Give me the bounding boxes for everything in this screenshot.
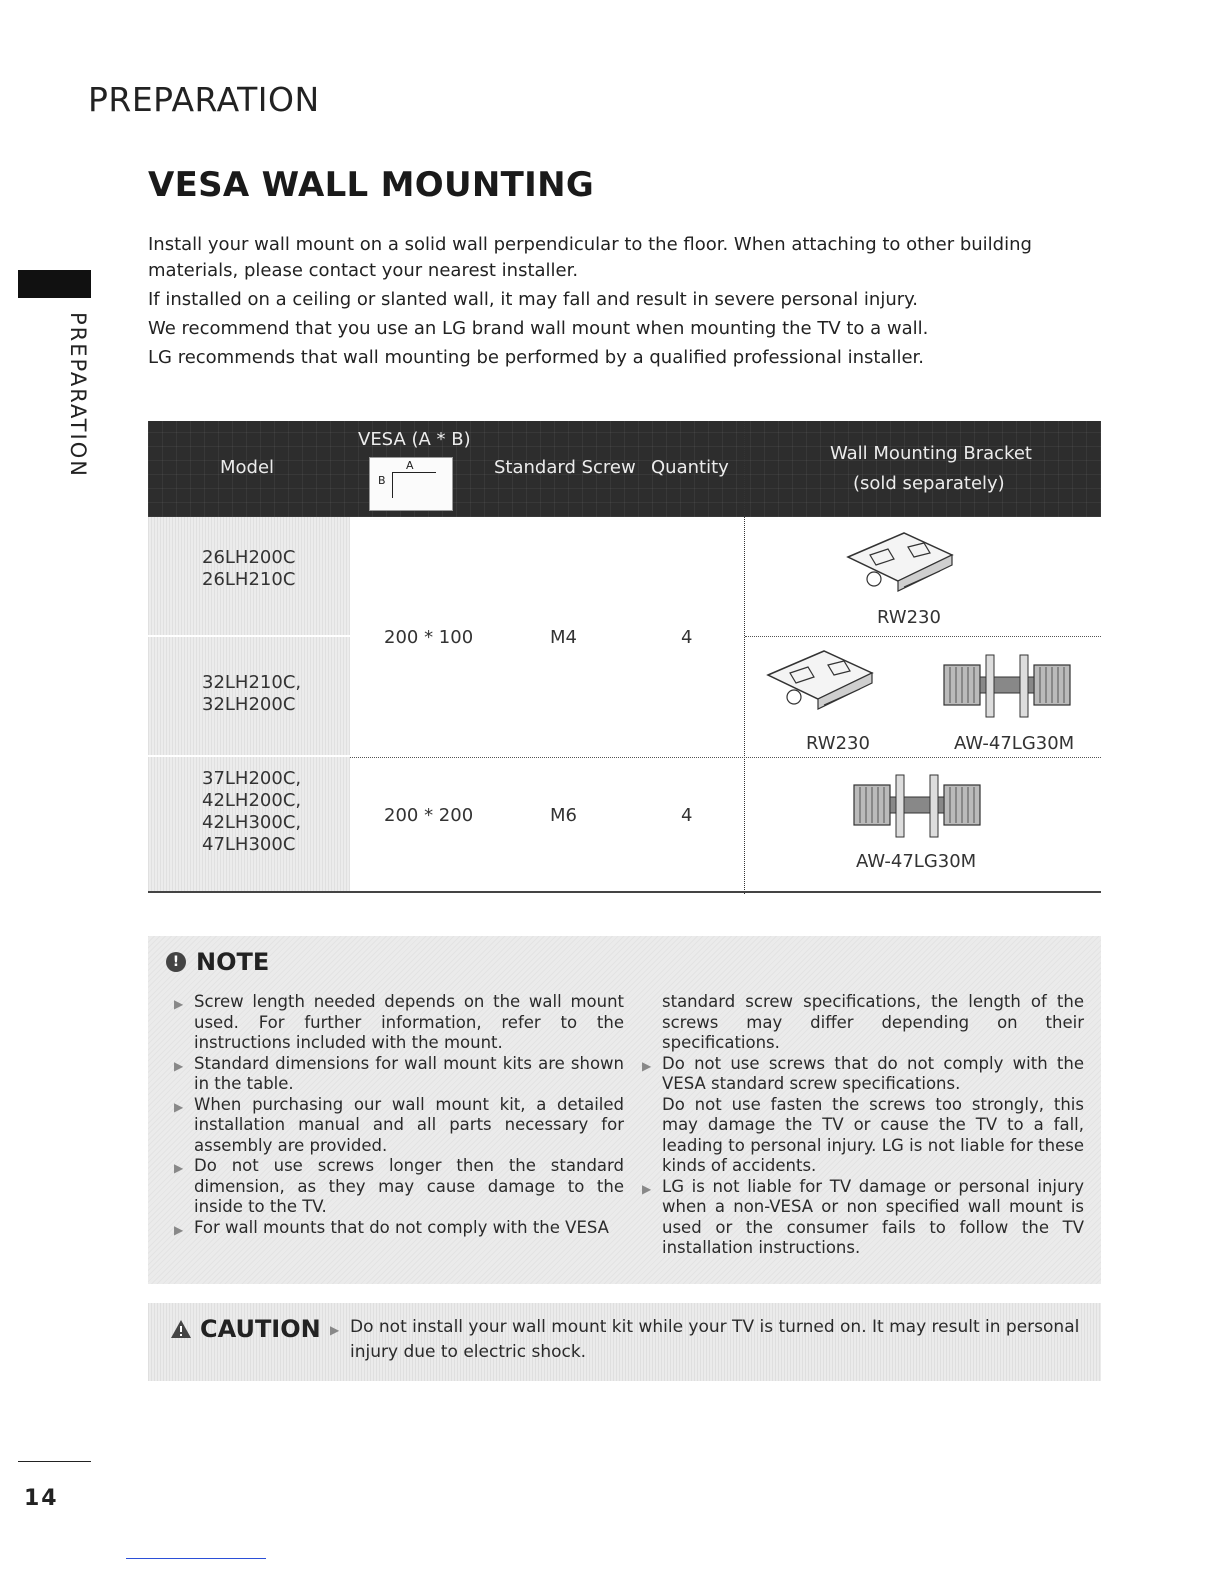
rw230-bracket-icon xyxy=(844,529,956,601)
model-cell xyxy=(148,757,350,891)
note-left-column xyxy=(174,992,624,1238)
vesa-table xyxy=(148,421,1101,894)
note-right-column xyxy=(642,992,1084,1259)
intro-paragraph: If installed on a ceiling or slanted wall, it may fall and result in severe personal injury. xyxy=(148,289,918,310)
bracket-label: AW-47LG30M xyxy=(856,851,977,872)
row-divider xyxy=(350,757,1101,758)
side-tab-label: PREPARATION xyxy=(66,312,90,478)
model-cell xyxy=(148,517,350,635)
model-cell xyxy=(148,637,350,755)
bracket-label: RW230 xyxy=(806,733,870,754)
screw-value: M4 xyxy=(550,627,577,648)
note-item: ▶ When purchasing our wall mount kit, a detailed installation manual and all parts necessary for assembly are provided. xyxy=(174,1095,624,1157)
vesa-value: 200 * 200 xyxy=(384,805,474,826)
header-standard-screw: Standard Screw xyxy=(494,457,636,478)
note-item-continuation: standard screw specifications, the length of the screws may differ depending on their specifications. xyxy=(662,992,1084,1052)
exclamation-icon: ! xyxy=(166,952,186,972)
page-title: VESA WALL MOUNTING xyxy=(148,165,595,205)
table-bottom-rule xyxy=(148,891,1101,893)
note-item: ▶ Standard dimensions for wall mount kits are shown in the table. xyxy=(174,1054,624,1095)
quantity-value: 4 xyxy=(681,805,693,826)
model-name: 42LH300C, xyxy=(202,812,302,833)
footer-rule xyxy=(18,1461,91,1462)
warning-triangle-icon xyxy=(170,1319,192,1339)
quantity-value: 4 xyxy=(681,627,693,648)
aw47lg30m-bracket-icon xyxy=(942,651,1072,721)
bracket-label: RW230 xyxy=(877,607,941,628)
rw230-bracket-icon xyxy=(764,647,876,719)
note-item: ▶ Screw length needed depends on the wall mount used. For further information, refer to the instructions included with the mount. xyxy=(174,992,624,1054)
model-name: 37LH200C, xyxy=(202,768,302,789)
column-divider xyxy=(744,421,745,894)
side-tab-marker xyxy=(18,270,91,298)
model-name: 32LH200C xyxy=(202,694,296,715)
caution-title: CAUTION xyxy=(200,1315,321,1343)
intro-paragraph: LG recommends that wall mounting be performed by a qualified professional installer. xyxy=(148,347,924,368)
model-name: 32LH210C, xyxy=(202,672,302,693)
model-name: 26LH210C xyxy=(202,569,296,590)
intro-paragraph: Install your wall mount on a solid wall perpendicular to the floor. When attaching to other building materials, please contact your nearest installer. xyxy=(148,234,1032,281)
note-item: ▶ Do not use screws longer then the standard dimension, as they may cause damage to the inside to the TV. xyxy=(174,1156,624,1218)
model-name: 42LH200C, xyxy=(202,790,302,811)
table-header xyxy=(148,421,1101,517)
header-model: Model xyxy=(220,457,275,478)
header-bracket-line1: Wall Mounting Bracket xyxy=(830,443,1032,464)
caution-box xyxy=(148,1303,1101,1381)
header-quantity: Quantity xyxy=(651,457,729,478)
header-bracket-line2: (sold separately) xyxy=(853,473,1005,494)
note-item: ▶ LG is not liable for TV damage or personal injury when a non-VESA or non specified wall mount is used or the consumer fails to follow the TV installation instructions. xyxy=(642,1177,1084,1259)
intro-text xyxy=(148,232,1108,374)
bracket-label: AW-47LG30M xyxy=(954,733,1075,754)
aw47lg30m-bracket-icon xyxy=(852,771,982,841)
note-item: ▶ For wall mounts that do not comply with the VESA xyxy=(174,1218,624,1239)
header-vesa: VESA (A * B) xyxy=(358,429,471,450)
note-item: Do not use fasten the screws too strongly, this may damage the TV or cause the TV to a fall, leading to personal injury. LG is not liable for these kinds of accidents. xyxy=(662,1094,1084,1175)
note-box xyxy=(148,936,1101,1284)
caution-heading xyxy=(170,1315,321,1343)
screw-value: M6 xyxy=(550,805,577,826)
model-name: 26LH200C xyxy=(202,547,296,568)
model-name: 47LH300C xyxy=(202,834,296,855)
intro-paragraph: We recommend that you use an LG brand wall mount when mounting the TV to a wall. xyxy=(148,318,929,339)
caution-text: ▶ Do not install your wall mount kit while your TV is turned on. It may result in personal injury due to electric shock. xyxy=(330,1315,1090,1365)
note-title: NOTE xyxy=(196,948,270,976)
row-divider xyxy=(745,636,1101,637)
vesa-b-label: B xyxy=(378,474,386,487)
page-number: 14 xyxy=(24,1486,59,1511)
vesa-value: 200 * 100 xyxy=(384,627,474,648)
vesa-a-label: A xyxy=(406,459,414,472)
vesa-diagram-icon xyxy=(369,457,453,511)
note-item: ▶ Do not use screws that do not comply with the VESA standard screw specifications. xyxy=(642,1054,1084,1095)
note-heading xyxy=(166,948,269,976)
decorative-line xyxy=(126,1558,266,1559)
section-header: PREPARATION xyxy=(88,80,320,119)
